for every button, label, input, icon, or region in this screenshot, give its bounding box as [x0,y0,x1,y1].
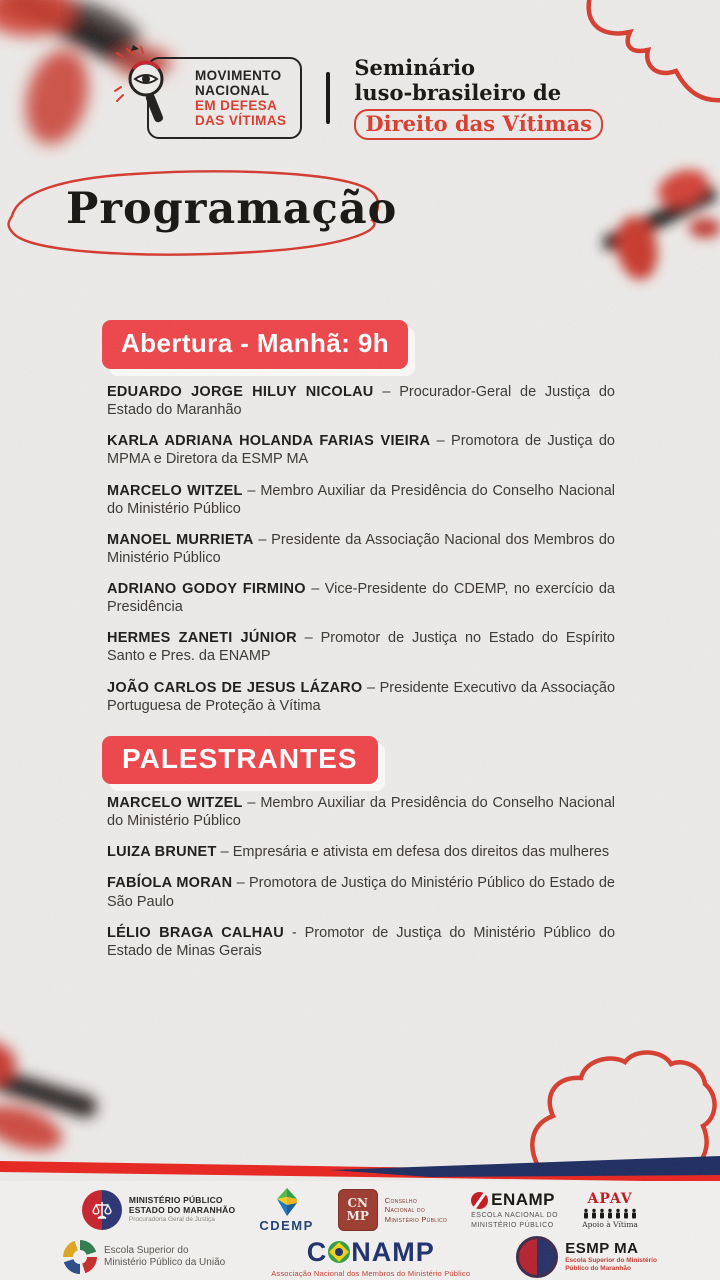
speaker-name: KARLA ADRIANA HOLANDA FARIAS VIEIRA [107,433,431,450]
program-item [107,874,615,910]
program-list-abertura [107,383,615,728]
esmpu-text-line: Escola Superior do [104,1244,189,1256]
speaker-name: EDUARDO JORGE HILUY NICOLAU [107,384,374,400]
separator: – [242,482,261,499]
separator: – [216,844,233,861]
esmpu-text-line: Ministério Público da União [104,1257,226,1268]
seminar-title [354,56,603,140]
separator: – [232,875,249,892]
esmpma-sub-line: Público do Maranhão [565,1264,631,1272]
mpma-name-line: MINISTÉRIO PÚBLICO [128,1194,223,1205]
cnmp-badge-icon [338,1189,378,1231]
logo-line: EM DEFESA [194,97,278,113]
logo-mpma [82,1190,235,1230]
cdemp-label: CDEMP [259,1218,314,1233]
enamp-sub-line: MINISTÉRIO PÚBLICO [471,1221,554,1229]
separator: – [373,384,400,400]
page-title: Programação [66,184,398,234]
esmpu-ring-icon [63,1240,97,1274]
speaker-name: HERMES ZANETI JÚNIOR [107,630,297,647]
enamp-sub-line: ESCOLA NACIONAL DO [471,1212,559,1220]
speaker-role: Membro Auxiliar da Presidência do Conselho Nacional do Ministério Público [107,795,615,830]
brazil-flag-icon [328,1241,350,1263]
cnmp-abbr-top: CN [347,1196,369,1211]
program-item [107,383,615,419]
section-badge-abertura: Abertura - Manhã: 9h [102,320,408,369]
speaker-role: Presidente da Associação Nacional dos Membros do Ministério Público [107,531,615,566]
speaker-role: Promotor de Justiça no Estado do Espírito Santo e Pres. da ENAMP [107,630,615,665]
speaker-name: JOÃO CARLOS DE JESUS LÁZARO [107,679,363,696]
program-item [107,432,615,468]
speaker-role: Membro Auxiliar da Presidência do Conselho Nacional do Ministério Público [107,482,615,517]
logo-cdemp [259,1187,313,1233]
apav-label: APAV [587,1191,633,1207]
logo-line: NACIONAL [194,82,270,98]
cdemp-diamond-icon [273,1187,301,1217]
mpma-scales-icon [82,1190,122,1230]
mpma-name-line: ESTADO DO MARANHÃO [128,1204,236,1215]
speaker-role: Promotora de Justiça do Ministério Público do Estado de São Paulo [107,875,615,910]
speaker-role: Vice-Presidente do CDEMP, no exercício da Presidência [107,581,615,616]
plane-sketch-right [585,148,720,298]
esmpma-seal-icon [516,1236,558,1278]
speaker-role: Presidente Executivo da Associação Portuguesa de Proteção à Vítima [107,679,616,714]
separator: – [430,433,452,450]
apav-people-icon [582,1208,638,1219]
plane-sketch-bottom-left [0,1018,142,1168]
conamp-letter: C [306,1236,328,1267]
logo-line: MOVIMENTO [194,67,282,83]
cnmp-text-line: Conselho [384,1195,418,1205]
logo-enamp [471,1190,558,1229]
logo-esmpma [516,1236,657,1278]
program-item [107,629,615,665]
program-item [107,843,615,861]
header-divider [326,72,330,124]
enamp-label: ENAMP [491,1190,556,1210]
seminar-line-2: luso-brasileiro de [354,79,562,105]
program-list-palestrantes [107,794,615,973]
speaker-role: Promotora de Justiça do MPMA e Diretora da ESMP MA [107,433,615,468]
cnmp-text-line: Ministério Público [384,1214,448,1224]
section-badge-palestrantes: PALESTRANTES [102,736,378,784]
program-item [107,580,615,616]
footer-logos-row-1 [0,1186,720,1234]
seminar-highlight: Direito das Vítimas [354,109,603,140]
speaker-role: Empresária e ativista em defesa dos direitos das mulheres [232,844,610,861]
separator: – [362,679,380,696]
speaker-name: MARCELO WITZEL [107,795,243,811]
conamp-letters: NAMP [351,1236,435,1267]
speaker-name: ADRIANO GODOY FIRMINO [107,581,306,597]
program-item [107,531,615,567]
speaker-role: Procurador-Geral de Justiça do Estado do Maranhão [107,384,615,419]
movement-logo [117,57,302,139]
enamp-swirl-icon [471,1192,488,1209]
magnifier-eye-icon [113,43,179,135]
logo-line: DAS VÍTIMAS [194,112,287,128]
speaker-name: LUIZA BRUNET [107,844,217,861]
esmpma-label: ESMP MA [565,1240,639,1257]
seminar-line-1: Seminário [354,55,476,80]
logo-esmpu [63,1240,225,1274]
program-item [107,679,615,715]
cnmp-text-line: Nacional do [384,1205,426,1215]
esmpma-sub-line: Escola Superior do Ministério [565,1256,657,1264]
header [0,56,720,140]
speaker-role: Promotor de Justiça do Ministério Público do Estado de Minas Gerais [107,924,616,959]
speaker-name: MANOEL MURRIETA [107,531,254,548]
separator: – [305,581,325,597]
program-item [107,482,615,518]
conamp-caption: Associação Nacional dos Membros do Ministério Público [271,1268,471,1278]
cnmp-abbr-bottom: MP [346,1209,369,1223]
separator: – [242,795,261,811]
speaker-name: MARCELO WITZEL [107,482,243,499]
speaker-name: LÉLIO BRAGA CALHAU [107,924,284,941]
logo-conamp [271,1237,470,1278]
separator: - [283,924,305,941]
program-item [107,924,615,960]
apav-caption: Apoio à Vítima [582,1220,638,1229]
separator: – [296,630,321,647]
speaker-name: FABÍOLA MORAN [107,875,233,892]
program-item [107,794,615,830]
separator: – [253,531,272,548]
logo-apav [582,1191,638,1229]
logo-cnmp [338,1189,447,1231]
footer-logos-row-2 [0,1236,720,1278]
mpma-tagline: Procuradoria Geral de Justiça [128,1216,215,1224]
